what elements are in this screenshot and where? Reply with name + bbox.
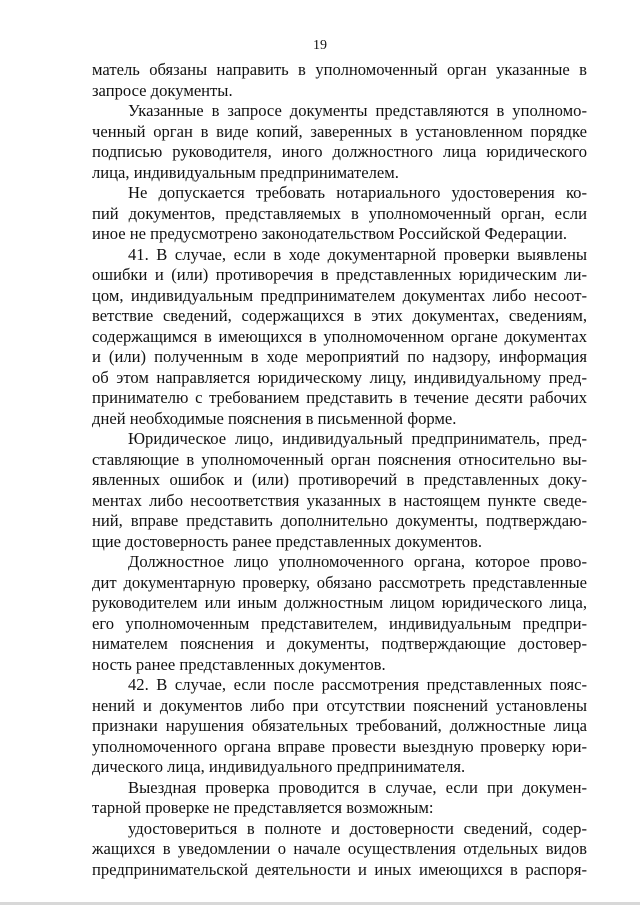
text-line: Указанные в запросе документы представляются в уполномо-	[128, 101, 587, 120]
text-line: ментах либо несоответствия указанных в настоящем пункте сведе-	[92, 490, 587, 510]
text-line: Не допускается требовать нотариального удостоверения ко-	[128, 183, 587, 202]
text-line: об этом направляется юридическому лицу, индивидуальному пред-	[92, 367, 587, 387]
text-line: дит документарную проверку, обязано рассмотреть представленные	[92, 572, 587, 592]
text-line: явленных ошибок и (или) противоречий в представленных доку-	[92, 470, 587, 489]
page-number: 19	[313, 38, 327, 53]
text-line: пий документов, представляемых в уполномоченный орган, если	[92, 203, 587, 223]
text-line: и (или) полученным в ходе мероприятий по надзору, информация	[92, 347, 587, 366]
text-line: ний, вправе представить дополнительно документы, подтверждаю-	[92, 511, 587, 530]
text-line: подписью руководителя, иного должностного лица юридического	[92, 142, 587, 161]
text-line: лица, индивидуальным предпринимателем.	[92, 162, 399, 182]
text-line: ность ранее представленных документов.	[92, 654, 386, 674]
text-line: содержащимся в имеющихся в уполномоченном органе документах	[92, 326, 587, 346]
text-line: удостовериться в полноте и достоверности сведений, содер-	[128, 818, 587, 838]
text-line: жащихся в уведомлении о начале осуществления отдельных видов	[92, 839, 587, 858]
text-line: матель обязаны направить в уполномоченный орган указанные в	[92, 60, 587, 79]
text-line: Выездная проверка проводится в случае, если при докумен-	[128, 777, 587, 797]
document-body	[92, 60, 587, 880]
text-line: нений и документов либо при отсутствии пояснений установлены	[92, 695, 587, 715]
text-line: ставляющие в уполномоченный орган пояснения относительно вы-	[92, 449, 587, 469]
text-line: ветствие сведений, содержащихся в этих документах, сведениям,	[92, 306, 587, 325]
text-line: иное не предусмотрено законодательством Российской Федерации.	[92, 224, 568, 243]
text-line: 41. В случае, если в ходе документарной проверки выявлены	[128, 244, 587, 264]
text-line: признаки нарушения обязательных требований, должностные лица	[92, 716, 587, 735]
text-line: тарной проверке не представляется возможным:	[92, 798, 434, 817]
text-line: цом, индивидуальным предпринимателем документах либо несоот-	[92, 285, 587, 305]
text-line: щие достоверность ранее представленных документов.	[92, 531, 483, 551]
text-line: принимателю с требованием представить в течение десяти рабочих	[92, 388, 587, 407]
text-line: 42. В случае, если после рассмотрения представленных пояс-	[128, 675, 587, 694]
text-line: Должностное лицо уполномоченного органа, которое прово-	[128, 552, 587, 571]
text-line: ошибки и (или) противоречия в представленных юридическим ли-	[92, 265, 587, 284]
text-line: его уполномоченным представителем, индивидуальным предпри-	[92, 613, 587, 633]
text-line: Юридическое лицо, индивидуальный предприниматель, пред-	[128, 429, 587, 448]
text-line: дней необходимые пояснения в письменной форме.	[92, 408, 457, 428]
text-line: дического лица, индивидуального предпринимателя.	[92, 757, 466, 776]
text-line: ченный орган в виде копий, заверенных в установленном порядке	[92, 121, 587, 141]
text-line: уполномоченного органа вправе провести выездную проверку юри-	[92, 736, 587, 756]
text-line: руководителем или иным должностным лицом юридического лица,	[92, 593, 587, 612]
text-line: запросе документы.	[92, 80, 233, 100]
text-line: нимателем пояснения и документы, подтверждающие достовер-	[92, 634, 587, 653]
text-line: предпринимательской деятельности и иных имеющихся в распоря-	[92, 859, 587, 879]
